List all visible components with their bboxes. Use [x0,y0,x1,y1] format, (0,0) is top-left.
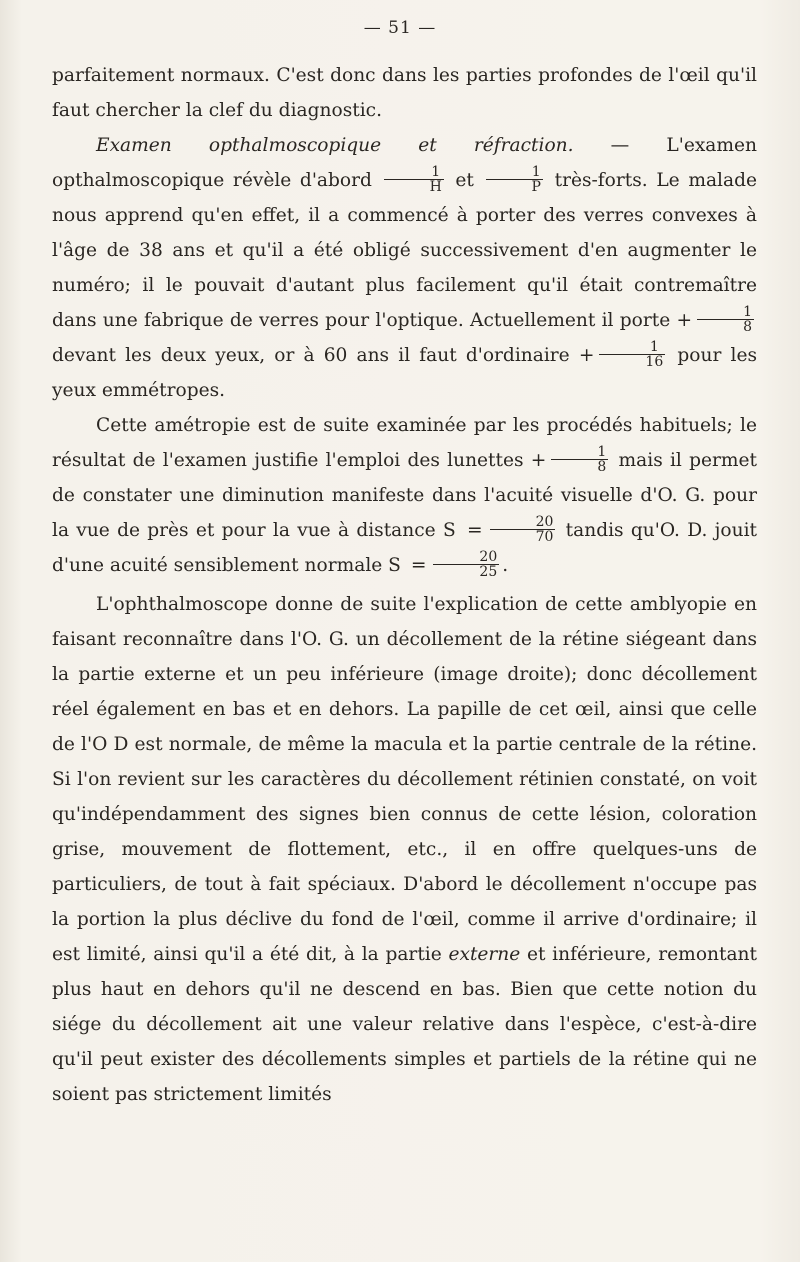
paragraph-ophthalmoscope [52,587,757,1112]
plus-sign: + [578,345,595,366]
fraction-denominator: 70 [535,528,554,545]
p2-text-b: et [446,170,483,191]
p4-text-b: et inférieure, remontant plus haut en dehors qu'il ne descend en bas. Bien que cette notion du siége du décollement ait une valeur relative dans l'espèce, c'est-à-dire qu'il peut exister des décollements simples et partiels de la rétine qui ne soient pas strictement limités [52,944,757,1105]
fraction-1-over-h [384,165,444,194]
paragraph-ametropia [52,408,757,583]
p2-text-d: devant les deux yeux, or à 60 ans il faut d'ordinaire [52,345,579,366]
p3-text-c: tandis qu'O. D. jouit d'une acuité sensiblement normale S [52,520,757,576]
p2-text-c: très-forts. Le malade nous apprend qu'en effet, il a commencé à porter des verres convexes à l'âge de 38 ans et qu'il a été obligé successivement d'en augmenter le numéro; il le pouvait d'autant plus facilement qu'il était contremaître dans une fabrique de verres pour l'optique. Actuellement il porte [52,170,757,331]
section-heading: Examen opthalmoscopique et réfraction. [96,135,574,156]
fraction-denominator: H [429,178,442,195]
fraction-numerator: 1 [384,165,444,180]
fraction-denominator: 16 [645,353,664,370]
paragraph-continuation [52,58,757,128]
p2-text-e: pour les yeux emmétropes. [52,345,757,401]
fraction-1-over-p [486,165,543,194]
equals-sign: = [466,520,483,541]
fraction-numerator: 20 [433,550,499,565]
fraction-denominator: 8 [743,318,752,335]
page-number: — 51 — [363,18,437,38]
fraction-1-over-8 [697,305,754,334]
paragraph-exam [52,128,757,408]
page-body [52,58,757,1112]
fraction-denominator: 8 [597,458,607,475]
p2-text-a: — L'examen opthalmoscopique révèle d'abord [52,135,758,191]
fraction-numerator: 1 [551,445,608,460]
plus-sign: + [676,310,693,331]
fraction-numerator: 1 [599,340,665,355]
p4-text-a: L'ophthalmoscope donne de suite l'explication de cette amblyopie en faisant reconnaître dans l'O. G. un décollement de la rétine siégeant dans la partie externe et un peu inférieure (image droite); donc décollement réel également en bas et en dehors. La papille de cet œil, ainsi que celle de l'O D est normale, de même la macula et la partie centrale de la rétine. Si l'on revient sur les caractères du décollement rétinien constaté, on voit qu'indépendamment des signes bien connus de cette lésion, coloration grise, mouvement de flottement, etc., il en offre quelques-uns de particuliers, de tout à fait spéciaux. D'abord le décollement n'occupe pas la portion la plus déclive du fond de l'œil, comme il arrive d'ordinaire; il est limité, ainsi qu'il a été dit, à la partie [52,594,757,965]
fraction-1-over-8 [551,445,608,474]
equals-sign: = [410,555,427,576]
italic-word-externe: externe [448,944,521,965]
p3-text-b: mais il permet de constater une diminution manifeste dans l'acuité visuelle d'O. G. pour la vue de près et pour la vue à distance S [52,450,757,541]
plus-sign: + [530,450,547,471]
fraction-20-over-70 [490,515,556,544]
p1-text: parfaitement normaux. C'est donc dans les parties profondes de l'œil qu'il faut chercher la clef du diagnostic. [52,65,757,121]
fraction-numerator: 20 [490,515,556,530]
fraction-numerator: 1 [486,165,543,180]
fraction-numerator: 1 [697,305,754,320]
fraction-1-over-16 [599,340,665,369]
fraction-20-over-25 [433,550,499,579]
p3-text-a: Cette amétropie est de suite examinée par les procédés habituels; le résultat de l'examen justifie l'emploi des lunettes [52,415,757,471]
fraction-denominator: 25 [479,563,498,580]
fraction-denominator: P [531,178,541,195]
p3-text-d: . [502,555,509,576]
